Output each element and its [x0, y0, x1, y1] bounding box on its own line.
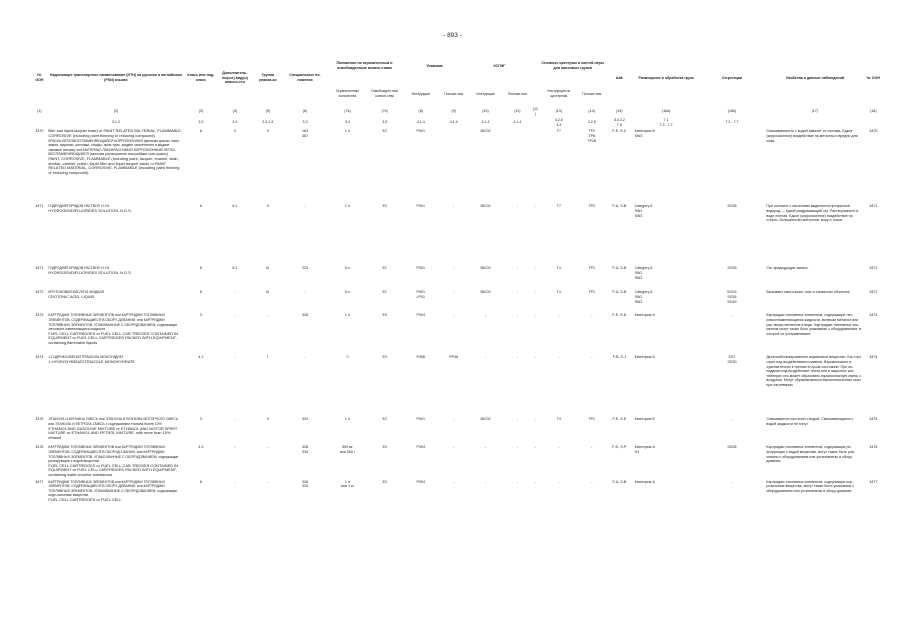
column-reference: 3.5: [382, 120, 388, 125]
cell-prop: Картриджи топливных элементов, содержащие кор-розионные вещества, могут также быть упакованы с оборудованием или установлены в обору-довании.: [766, 479, 855, 493]
cell-eq: E1: [382, 266, 387, 271]
cell-eq: E2: [382, 204, 387, 209]
table-row: [32, 312, 882, 354]
header-lq: Ограниченные количества: [335, 89, 360, 98]
header-limited-quantities: Положения по ограниченным и освобожденным количе-ствам: [336, 61, 393, 70]
shipping-name-cell: [47, 416, 185, 444]
cell-pi: P004: [416, 445, 425, 450]
cell-tank: T7: [556, 129, 561, 134]
cell-seg: -: [731, 417, 733, 422]
column-reference: [531, 117, 539, 128]
cell-seg: -: [731, 313, 733, 318]
cell-lq: 5 л: [344, 290, 351, 295]
cell-ibcp: -: [516, 290, 519, 295]
column-reference: 4.2.5 4.3: [554, 118, 563, 127]
cell-un: 3475: [35, 417, 44, 422]
cell-un2: 3472: [869, 290, 878, 295]
cell-cls: 8: [199, 479, 202, 484]
cell-ibc: IBC02: [480, 204, 491, 209]
column-number: (16a): [661, 109, 671, 114]
shipping-name-cell: [47, 128, 185, 203]
header-tanks: Съемные цистерны и контей-неры для массовых грузов: [541, 61, 604, 70]
cell-prop: При контакте с кислотами выделяется фтористый водород — едкий раздражающий газ. Растворимость в воде полная. Едкое (коррозионное) воздействие на стекло, большинство металлов, кожу и ткани.: [766, 204, 859, 223]
column-number: (2): [113, 109, 119, 114]
shipping-name-en: PAINT, CORROSIVE, FLAMMABLE (including paint, lacquer, enamel, stain, shellac, varnish, polish, liquid filler and liquid lacquer base) or PAINT RELATED MATERIAL, CORROSIVE, FLAMMABLE (including paint thinning or reducing compound): [48, 155, 180, 175]
shipping-name-en: HYDROGENDIFLUORIDES SOLUTION, N.O.S.: [48, 269, 132, 275]
cell-pp: PP48: [449, 355, 459, 360]
shipping-name-ru: КРАСКА ЛЕГКОВОСПЛАМЕНЯЮЩАЯСЯ КОРРОЗИОННАЯ (включая краски, лаки, эмали, морилки, шеллаки, олифы, поли-туры, жидкие заполнители и жидкие лаковые основы) или МАТЕРИАЛ ЛАКОКРАСОЧНЫЙ КОРРОЗИОННЫЙ ЛЕГКО-ВОСПЛАМЕНЯЮЩИЙСЯ (включая растворители или разбави-тели красок): [48, 138, 180, 157]
cell-seg: -: [731, 479, 733, 484]
cell-stow: Категория A H1: [634, 445, 655, 454]
cell-ibcp: -: [516, 313, 519, 318]
table-row: [32, 416, 882, 444]
cell-cls: 4.1: [198, 355, 204, 360]
cell-un: 3471: [35, 266, 44, 271]
cell-ibc: -: [484, 445, 487, 450]
header-class: Класс или под-класс: [187, 73, 215, 82]
cell-ibc: IBC03: [480, 290, 491, 295]
column-number: (9): [451, 109, 456, 114]
table-row: [32, 265, 882, 289]
column-reference: 2.0: [198, 120, 204, 125]
column-reference: 4.1.4: [513, 120, 522, 125]
table-row: [32, 128, 882, 203]
cell-ibcp: -: [516, 445, 519, 450]
header-un-number: № ООН: [35, 73, 44, 82]
header-pi: Инструкции: [411, 91, 430, 96]
column-reference: 3.4: [344, 120, 350, 125]
table-row: [32, 203, 882, 265]
cell-stow: Категория E: [634, 417, 655, 422]
column-reference: 2.0: [232, 120, 238, 125]
column-reference: 4.2.5: [587, 120, 596, 125]
cell-cls: 8: [199, 266, 202, 271]
cell-pp: -: [453, 445, 455, 450]
header-subsidiary-risk: Дополнитель-ны(ые) вид(ы) опасно-сти: [221, 71, 248, 85]
cell-un: 3471: [35, 204, 44, 209]
shipping-name-ru: КАРТРИДЖИ ТОПЛИВНЫХ ЭЛЕМЕНТОВ или КАРТРИДЖИ ТОПЛИВНЫХ ЭЛЕМЕНТОВ, СОДЕРЖАЩИЕСЯ В ОБОРУ-ДОВАНИИ, или КАРТРИДЖИ ТОПЛИВНЫХ ЭЛЕМЕНТОВ, УПАКОВАННЫЕ С ОБОРУДОВАНИЕМ, содержащие легковосп-ламеняющиеся жидкости: [48, 313, 178, 332]
cell-c12: -: [534, 290, 537, 295]
shipping-name-cell: [47, 265, 185, 289]
column-number: (3): [198, 109, 204, 114]
cell-lq: 500 мг или 500 г: [339, 445, 356, 454]
column-number: (12): [532, 107, 539, 116]
cell-sp: -: [304, 204, 306, 209]
shipping-name-cell: [47, 312, 185, 354]
cell-ibcp: -: [516, 479, 519, 484]
cell-tank: -: [558, 355, 560, 360]
column-reference: [865, 117, 882, 128]
header-tank-prov: Положе-ния: [582, 91, 602, 96]
cell-c12: -: [534, 417, 537, 422]
column-reference: 4.1.4: [481, 120, 490, 125]
shipping-name-cell: [47, 354, 185, 416]
cell-lq: 1 л: [344, 204, 351, 209]
shipping-name-cell: [47, 479, 185, 517]
cell-cls: 8: [199, 204, 202, 209]
shipping-name-en: FUEL CELL CARTRIDGES or FUEL CELL CAR-TRIDGES CONTAINED IN EQUIPMENT or FUEL CELL CARTRIDGES PACKED WITH EQUIPMENT, containing water-reactive substances: [48, 462, 178, 477]
header-pp: Положе-ния: [444, 91, 464, 96]
column-reference: 3.3: [302, 120, 308, 125]
column-number: (16b): [727, 109, 737, 114]
cell-ibc: -: [484, 313, 487, 318]
shipping-name-cell: [47, 203, 185, 265]
cell-stow: Категория B SW2: [634, 129, 655, 138]
shipping-name-ru: КРОТОНОВАЯ КИСЛОТА ЖИДКАЯ: [48, 290, 104, 295]
header-shipping-name: Надлежащее транспортное наименование (НТН) на русском и английском (PSN) языках: [49, 73, 182, 82]
cell-cls: 4.3: [198, 445, 204, 450]
cell-ibc: -: [484, 479, 487, 484]
cell-un2: 3473: [869, 313, 878, 318]
cell-seg: SGG1 SG36 SG49: [726, 290, 737, 304]
cell-ems: F-A, S-B: [612, 290, 627, 295]
cell-seg: SG35: [727, 204, 737, 209]
cell-stow: Category A SW1 SW2: [634, 204, 653, 218]
cell-pp: -: [453, 417, 455, 422]
header-ems: АвК: [615, 75, 623, 80]
header-eq: Освобожден-ные количе-ства: [371, 89, 399, 98]
cell-pg: -: [267, 313, 269, 318]
cell-un: 3477: [35, 479, 44, 484]
cell-sub: -: [234, 445, 236, 450]
cell-prop: Смешиваемость с водой зависит от состава. Едкое (коррозионное) воздействие на металлы и вредно для кожи.: [766, 129, 858, 143]
cell-stow: Категория D: [634, 355, 656, 360]
cell-stow: Категория A: [634, 479, 655, 484]
column-reference: [765, 117, 865, 128]
cell-stow: Категория A: [634, 313, 655, 318]
cell-pp: -: [453, 290, 455, 295]
cell-pi: P406: [416, 355, 425, 360]
cell-tank: T4: [556, 290, 561, 295]
cell-tank: T4: [556, 266, 561, 271]
cell-lq: 5 л: [344, 266, 351, 271]
cell-un: 3473: [35, 313, 44, 318]
cell-sp: 223: [301, 266, 308, 271]
header-segregation: Сегрегация: [721, 75, 743, 80]
cell-eq: E0: [382, 313, 387, 318]
column-reference: 4.1.4: [416, 120, 425, 125]
shipping-name-en: FUEL CELL CARTRIDGES or FUEL CELL CAR-TRIDGES CONTAINED IN EQUIPMENT or FUEL CELL CARTRIDGES PACKED WITH EQUIPMENT, containing flammable liquids: [48, 330, 178, 345]
table-row: [32, 479, 882, 517]
cell-sp: 328 334: [301, 479, 308, 489]
cell-c12: -: [534, 479, 537, 484]
cell-pg: -: [267, 445, 269, 450]
header-ibc: КСГМГ: [493, 63, 506, 68]
cell-ems: F-G, S-P: [612, 445, 627, 450]
cell-cls: 8: [199, 129, 202, 134]
page-number: - 893 -: [443, 32, 462, 39]
cell-tank: T7: [556, 204, 561, 209]
shipping-name-ru: 1-ГИДРОКСИБЕНЗОТРИАЗОЛА МОНОГИДРАТ: [48, 355, 124, 360]
cell-sp: 333: [301, 417, 308, 422]
column-number: (1): [37, 109, 42, 114]
cell-c12: [531, 128, 539, 203]
cell-prop: Картриджи топливных элементов, содержащие ре-агирующие с водой вещества, могут также быть упа-кованы с оборудованием или установлены в обору-довании.: [766, 445, 855, 464]
cell-seg: SG26: [727, 445, 737, 450]
column-reference: 4.1.4: [449, 120, 458, 125]
cell-tp: TP1: [588, 417, 596, 422]
shipping-name-ru: КАРТРИДЖИ ТОПЛИВНЫХ ЭЛЕМЕНТОВ или КАРТРИДЖИ ТОПЛИВНЫХ ЭЛЕМЕНТОВ, СОДЕРЖАЩИЕСЯ В ОБОРУ-ДОВАНИИ, или КАРТРИДЖИ ТОПЛИВНЫХ ЭЛЕМЕНТОВ, УПАКОВАННЫЕ С ОБОРУДОВАНИЕМ, содержащие корр-озионные вещества: [48, 479, 178, 498]
cell-ibcp: [504, 128, 532, 203]
shipping-name-cell: [47, 289, 185, 312]
cell-un2: 3470: [869, 129, 878, 134]
column-number: (15): [616, 109, 623, 114]
column-number: (7b): [381, 109, 388, 114]
cell-lq: 1 л или 1 кг: [340, 479, 354, 489]
cell-pp: -: [453, 204, 455, 209]
cell-ems: F-E, S-C: [612, 129, 627, 134]
cell-lq: 1 л: [344, 129, 351, 134]
cell-sub: -: [234, 355, 236, 360]
cell-ibc: IBC02: [480, 129, 491, 134]
cell-c12: -: [534, 204, 537, 209]
cell-eq: E2: [382, 129, 387, 134]
cell-pg: I: [267, 355, 269, 360]
shipping-name-ru: ГИДРОДИФТОРИДОВ РАСТВОР, Н.У.К.: [48, 266, 111, 271]
cell-pp: -: [453, 479, 455, 484]
cell-sp: 328: [301, 313, 308, 318]
cell-tp: TP2: [588, 204, 596, 209]
shipping-name-en: FUEL CELL CARTRIDGES or FUEL CELL: [48, 496, 122, 502]
column-reference: [32, 117, 47, 128]
cell-ibc: -: [484, 355, 487, 360]
column-number: (8): [418, 109, 423, 114]
cell-pp: -: [453, 266, 455, 271]
shipping-name-en: ETHANOL AND GASOLINE MIXTURE or ETHANOL AND MOTOR SPIRIT MIXTURE or ETHANOL AND PETROL MIXTURE, with more than 10% ethanol: [48, 425, 178, 440]
cell-un: 3476: [35, 445, 44, 450]
header-ibc-prov: Положе-ния: [507, 91, 527, 96]
cell-tp: -: [591, 355, 593, 360]
cell-pg: III: [266, 266, 270, 271]
cell-sub: -: [234, 290, 236, 295]
cell-prop: См. предыдущую запись.: [766, 266, 809, 271]
cell-c12: -: [534, 313, 537, 318]
cell-tp: TP1: [588, 266, 596, 271]
cell-sp: -: [304, 290, 306, 295]
cell-un2: 3475: [869, 417, 878, 422]
cell-ems: F-B, S-J: [612, 355, 626, 360]
cell-un2: 3474: [869, 355, 878, 360]
cell-sub: 6.1: [232, 266, 238, 271]
cell-pi: P001: [416, 266, 425, 271]
header-packing-group: Группа упаков-ки: [259, 73, 277, 82]
shipping-name-ru: ГИДРОДИФТОРИДОВ РАСТВОР, Н.У.К.: [48, 204, 111, 209]
column-number: (11): [514, 109, 521, 114]
header-tank-instr: Инструкции по цистернам: [547, 89, 571, 98]
cell-stow: Category A SW1 SW2: [634, 266, 653, 280]
cell-tank: -: [558, 445, 560, 450]
cell-sp: 163 367: [301, 129, 308, 138]
cell-tp: -: [591, 313, 593, 318]
cell-tp: -: [591, 479, 593, 484]
cell-pg: II: [266, 204, 269, 209]
cell-un: 3470: [35, 129, 44, 134]
column-reference: 7.2 - 7.7: [725, 120, 739, 125]
column-reference: 5.4.3.2 7.8: [613, 118, 625, 127]
cell-prop: Десенсибилизированное взрывчатое вещество. Бы-стро горит под воздействием пламени. Взрывоопасно и чувствительно к трению в сухом состоянии. При по-падании под воздействие тепла или в закрытых кон-тейнерах оно может образовать взрывоопасную смесь с воздухом. Могут образовываться высокотоксичные газы при нагревании.: [766, 355, 861, 387]
cell-cls: 8: [199, 290, 202, 295]
cell-c12: -: [534, 445, 537, 450]
cell-tank: T4: [556, 417, 561, 422]
shipping-name-continued: filler and liquid lacquer base) or PAINT RELATED MA-TERIAL, FLAMMABLE, CORROSIVE (including paint thinning or reducing compound): [48, 128, 182, 138]
table-row: [32, 444, 882, 478]
cell-pi: P001: [416, 129, 425, 134]
cell-ibcp: -: [516, 355, 519, 360]
cell-tp: TP2 TP8 TP28: [587, 129, 597, 143]
cell-un2: 3471: [869, 266, 878, 271]
table-row: [32, 354, 882, 416]
cell-un2: 3476: [869, 445, 878, 450]
cell-pg: II: [266, 129, 269, 134]
header-ibc-instr: Инструкции: [476, 91, 495, 96]
cell-cls: 3: [199, 417, 202, 422]
column-reference: 7.1 7.3 - 7.7: [659, 118, 673, 127]
column-number: (6): [302, 109, 308, 114]
column-number: (7a): [344, 109, 351, 114]
cell-seg: [699, 128, 765, 203]
cell-pi: P001: [416, 417, 425, 422]
cell-ems: F-A, S-B: [612, 266, 627, 271]
cell-eq: E0: [382, 445, 387, 450]
column-number: (18): [870, 109, 877, 114]
cell-tank: -: [558, 313, 560, 318]
cell-lq: 0: [346, 355, 349, 360]
cell-eq: E1: [382, 290, 387, 295]
cell-stow: Category A SW1 SW2: [634, 290, 653, 304]
header-properties: Свойства и данные наблюдений: [785, 75, 845, 80]
cell-sub: 3: [233, 129, 236, 134]
cell-ibc: IBC03: [480, 266, 491, 271]
cell-pg: II: [266, 417, 269, 422]
header-col12: [531, 50, 539, 106]
cell-un2: 3471: [869, 204, 878, 209]
column-number: (4): [232, 109, 238, 114]
column-number: (17): [811, 109, 818, 114]
column-number: (10): [482, 109, 489, 114]
cell-pi: P004: [416, 479, 425, 484]
shipping-name-en: CROTONIC ACID, LIQUID: [48, 293, 95, 299]
cell-eq: E0: [382, 479, 387, 484]
cell-c12: -: [534, 355, 537, 360]
shipping-name-en: 1-HYDROXYBENZOTRIAZOLE MONOHYDRATE: [48, 358, 135, 364]
cell-ibcp: -: [516, 417, 519, 422]
header-un-number-2: № ООН: [866, 75, 880, 80]
header-stowage: Размещение и обработка груза: [638, 75, 694, 80]
cell-ibcp: -: [516, 204, 519, 209]
cell-lq: 1 л: [344, 417, 351, 422]
cell-un2: 3477: [869, 479, 878, 484]
shipping-name-cell: [47, 444, 185, 478]
dangerous-goods-table: [32, 50, 882, 517]
cell-cls: 3: [199, 313, 202, 318]
cell-sub: -: [234, 313, 236, 318]
cell-seg: SG7 SG30: [727, 355, 737, 364]
column-number: (5): [265, 109, 270, 114]
cell-ems: F-E, S-D: [612, 313, 627, 318]
cell-ems: F-A, S-B: [612, 479, 627, 484]
cell-c12: -: [534, 266, 537, 271]
cell-ibc: IBC02: [480, 417, 491, 422]
column-number: (14): [588, 109, 595, 114]
cell-sp: 328 334: [301, 445, 308, 454]
column-reference: 2.0.1.3: [262, 120, 274, 125]
cell-sp: -: [304, 355, 306, 360]
cell-tp: -: [591, 445, 593, 450]
table-row: [32, 289, 882, 312]
cell-pg: -: [267, 479, 269, 484]
cell-tp: TP1: [588, 290, 596, 295]
cell-pp: -: [453, 313, 455, 318]
cell-pg: III: [266, 290, 270, 295]
cell-sub: -: [234, 417, 236, 422]
cell-pi: P001: [416, 204, 425, 209]
column-number: (13): [555, 109, 563, 114]
cell-seg: SG35: [727, 266, 737, 271]
cell-eq: E0: [382, 355, 387, 360]
cell-sub: 6.1: [232, 204, 238, 209]
shipping-name-ru: КАРТРИДЖИ ТОПЛИВНЫХ ЭЛЕМЕНТОВ или КАРТРИДЖИ ТОПЛИВНЫХ ЭЛЕМЕНТОВ, СОДЕРЖАЩИЕСЯ В ОБОРУДО-ВАНИИ, или КАРТРИДЖИ ТОПЛИВНЫХ ЭЛЕМЕНТОВ, УПАКО-ВАННЫЕ С ОБОРУДОВАНИЕМ, содержащие реагирующие с водой вещества: [48, 445, 179, 464]
cell-pi: P004: [416, 313, 425, 318]
cell-prop: Смешивается частично с водой. Смешивающиеся с водой жидкости не тонут.: [766, 417, 854, 426]
cell-ibcp: -: [516, 266, 519, 271]
cell-prop: Вызывает ожоги кожи, глаз и слизистых оболочек.: [766, 290, 851, 295]
cell-pp: [440, 128, 468, 203]
cell-pi: P001 LP01: [416, 290, 425, 299]
cell-ems: F-E, S-E: [612, 417, 627, 422]
cell-tank: -: [558, 479, 560, 484]
shipping-name-ru: ЭТАНОЛА И БЕНЗИНА СМЕСЬ или ЭТАНОЛА И БЕНЗИНА МОТОРНОГО СМЕСЬ или ЭТАНОЛА И ПЕТРОЛА СМЕСЬ с содержанием этанола более 10%: [48, 417, 179, 426]
cell-sub: -: [234, 479, 236, 484]
cell-un: 3474: [35, 355, 44, 360]
cell-ems: F-A, S-B: [612, 204, 627, 209]
cell-lq: 1 л: [344, 313, 351, 318]
cell-prop: Картриджи топливных элементов, содержащие лег-ковоспламеняющиеся жидкости, включая метанол или рас-творы метанола в воде. Картриджи топливных эле-ментов могут также быть упакованы с оборудованием, в которое их устанавливают.: [766, 313, 861, 336]
cell-eq: E2: [382, 417, 387, 422]
column-reference: 3.1.2: [111, 120, 120, 125]
cell-un: 3472: [35, 290, 44, 295]
shipping-name-en: HYDROGENDIFLUORIDES SOLUTION, N.O.S.: [48, 207, 132, 213]
header-special-provisions: Специальные по-ложения: [289, 73, 321, 82]
header-packing: Упаковка: [426, 63, 443, 68]
